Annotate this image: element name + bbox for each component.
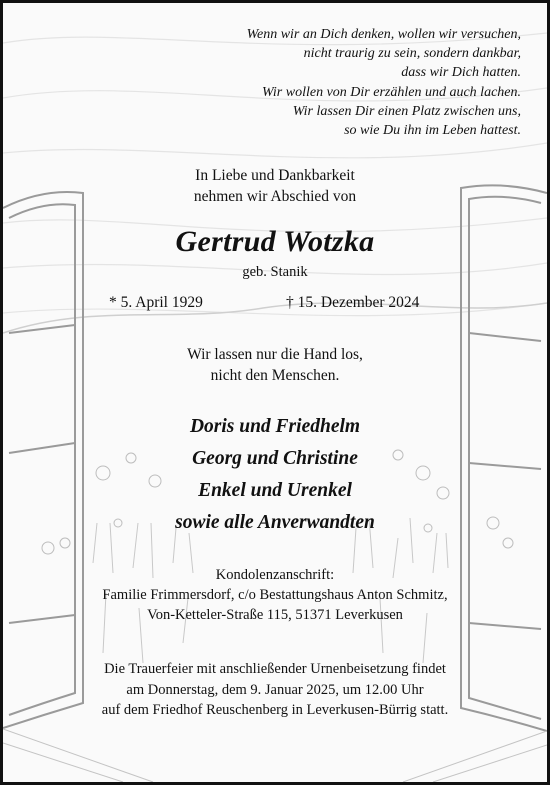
poem-line: dass wir Dich hatten.	[401, 65, 521, 81]
mourner-entry: sowie alle Anverwandten	[175, 512, 375, 533]
poem-line: Wir lassen Dir einen Platz zwischen uns,	[292, 103, 521, 119]
deceased-name: Gertrud Wotzka	[175, 225, 375, 258]
intro-line: nehmen wir Abschied von	[193, 188, 357, 205]
ceremony-line: am Donnerstag, dem 9. Januar 2025, um 12.00 Uhr	[126, 681, 424, 698]
ceremony-info	[3, 659, 547, 721]
quote	[3, 344, 547, 386]
mourner-entry: Georg und Christine	[192, 448, 358, 469]
mourner-entry: Enkel und Urenkel	[198, 480, 352, 501]
condolence-line: Von-Ketteler-Straße 115, 51371 Leverkusen	[147, 607, 403, 623]
poem-line: Wenn wir an Dich denken, wollen wir versuchen,	[246, 27, 521, 42]
ceremony-line: Die Trauerfeier mit anschließender Urnenbeisetzung findet	[104, 661, 446, 677]
intro-text	[3, 165, 547, 207]
intro-line: In Liebe und Dankbarkeit	[195, 167, 355, 184]
mourner-entry: Doris und Friedhelm	[189, 416, 361, 437]
birth-date: * 5. April 1929	[109, 294, 203, 311]
poem-line: so wie Du ihn im Leben hattest.	[344, 123, 521, 139]
condolence-heading: Kondolenzanschrift:	[215, 567, 335, 583]
text-layer	[3, 3, 547, 782]
condolence-address	[3, 565, 547, 625]
ceremony-line: auf dem Friedhof Reuschenberg in Leverkusen-Bürrig statt.	[101, 702, 449, 718]
mourners-list	[3, 411, 547, 539]
maiden-name: geb. Stanik	[242, 264, 308, 280]
condolence-line: Familie Frimmersdorf, c/o Bestattungshaus Anton Schmitz,	[102, 587, 448, 603]
poem-line: nicht traurig zu sein, sondern dankbar,	[303, 46, 521, 62]
quote-line: nicht den Menschen.	[210, 367, 340, 384]
quote-line: Wir lassen nur die Hand los,	[187, 346, 363, 363]
poem	[247, 25, 521, 140]
poem-line: Wir wollen von Dir erzählen und auch lachen.	[262, 84, 521, 100]
death-date: † 15. Dezember 2024	[286, 294, 420, 311]
